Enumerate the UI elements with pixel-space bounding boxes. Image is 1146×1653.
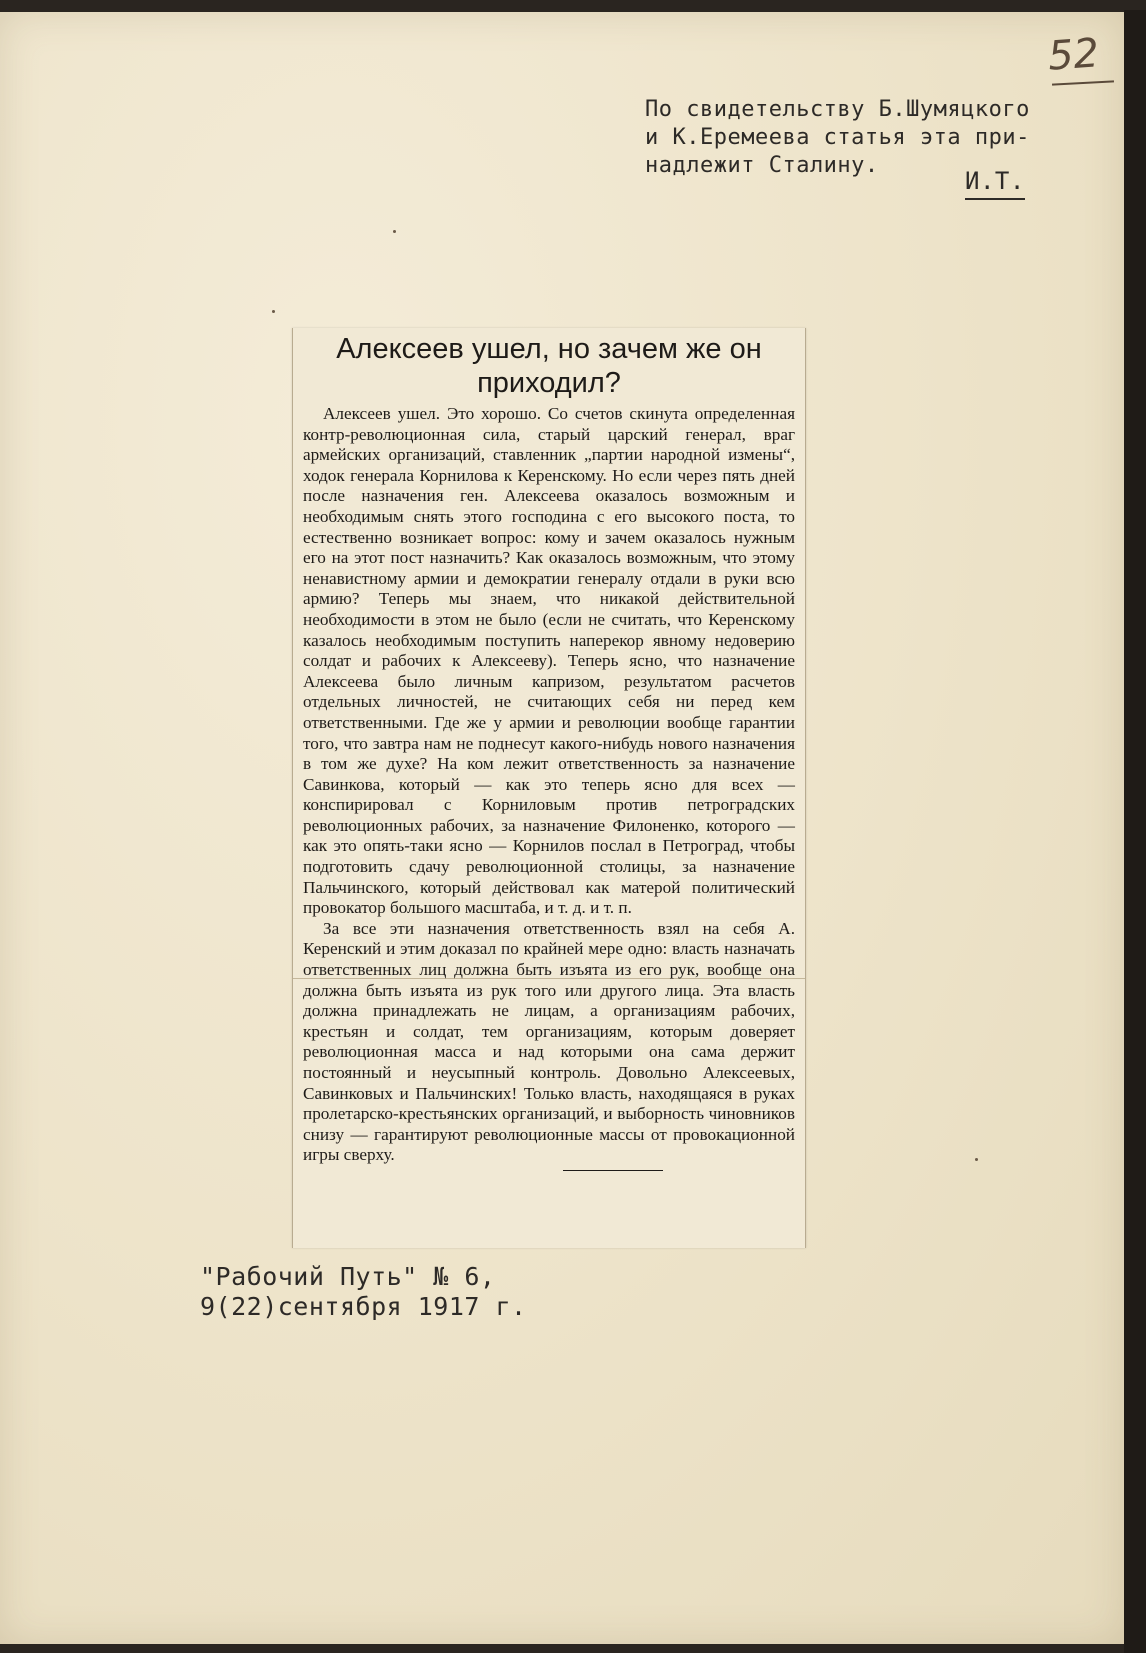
article-body (293, 400, 805, 1171)
attribution-initials: И.Т. (965, 166, 1025, 200)
article-title: Алексеев ушел, но зачем же он приходил? (336, 333, 762, 399)
attribution-line: надлежит Сталину. (645, 153, 879, 178)
article-paragraph: Алексеев ушел. Это хорошо. Со счетов скинута определенная контр-революционная сила, старый царский генерал, враг армейских организаций, ставленник „партии народной измены“, ходок генерала Корнилова к Керенскому. Но если через пять дней после назначения ген. Алексеева оказалось возможным и необходимым снять этого господина с его высокого поста, то естественно возникает вопрос: кому и зачем оказалось нужным его на этот пост назначить? Как оказалось возможным, что этому ненавистному армии и демократии генералу отдали в руки всю армию? Теперь мы знаем, что никакой действительной необходимости в этом не было (если не считать, что Керенскому казалось необходимым поступить наперекор явному недоверию солдат и рабочих к Алексееву). Теперь ясно, что назначение Алексеева было личным капризом, результатом расчетов отдельных личностей, не считающих себя ни перед кем ответственными. Где же у армии и революции вообще гарантии того, что завтра нам не поднесут какого-нибудь нового назначения в том же духе? На ком лежит ответственность за назначение Савинкова, который — как это теперь ясно для всех — конспирировал с Корниловым против петроградских революционных рабочих, за назначение Филоненко, которого — как это опять-таки ясно — Корнилов послал в Петроград, чтобы подготовить сдачу революционной столицы, за назначение Пальчинского, который действовал как матерой политический провокатор большого масштаба, и т. д. и т. п. (303, 404, 795, 918)
source-line: "Рабочий Путь" № 6, (200, 1262, 496, 1291)
source-citation (200, 1262, 700, 1322)
paper-speck (272, 310, 275, 313)
article-paragraph: За все эти назначения ответственность взял на себя А. Керенский и этим доказал по крайней мере одно: власть назначать ответственных лиц должна быть изъята из его рук, вообще она должна быть изъята из рук того или другого лица. Эта власть должна принадлежать не лицам, а организациям рабочих, крестьян и солдат, тем организациям, которым доверяет революционная масса и над которыми она сама держит постоянный и неусыпный контроль. Довольно Алексеевых, Савинковых и Пальчинских! Только власть, находящаяся в руках пролетарско-крестьянских организаций, и выборность чиновников снизу — гарантируют революционные массы от провокационной игры сверху. (303, 918, 795, 1165)
scan-border (1124, 10, 1146, 1653)
source-line: 9(22)сентября 1917 г. (200, 1292, 527, 1321)
signature-line (563, 1170, 663, 1171)
paper-speck (393, 230, 396, 233)
attribution-line: и К.Еремеева статья эта при- (645, 125, 1030, 150)
document-page (0, 12, 1124, 1644)
attribution-line: По свидетельству Б.Шумяцкого (645, 97, 1030, 122)
paper-speck (975, 1158, 978, 1161)
newspaper-clipping (292, 328, 806, 1248)
page-number: 52 (1046, 30, 1101, 80)
page-number-underline (1052, 80, 1114, 85)
